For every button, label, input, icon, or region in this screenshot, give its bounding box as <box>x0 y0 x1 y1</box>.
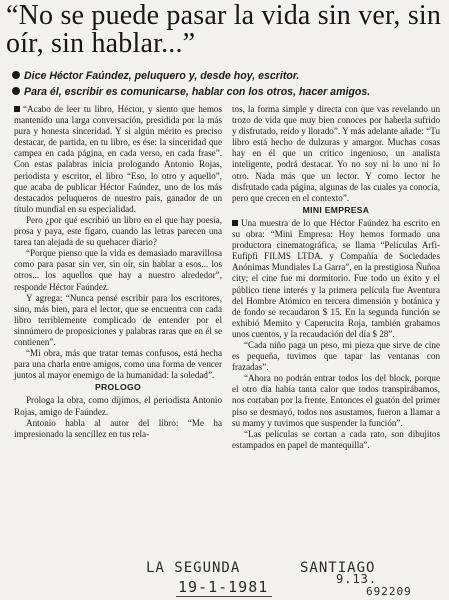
paragraph: “Porque pienso que la vida es demasiado maravillosa como para pasar sin ver, sin oír, sin hablar a esos... los otros... los aquellos que hay a nuestro alrededor”, responde Héctor Faúndez. <box>14 248 222 292</box>
subheadline-bullets <box>12 68 444 100</box>
paragraph-text: Una muestra de lo que Héctor Faúndez ha escrito en su obra: “Mini Empresa: Hoy hemos formado una productora cinematográfica, se llama “Películas Arfi-Eufipfi FILMS LTDA. y Compañía de Sociedades Anónimas Mundiales La Garra”, en la prestigiosa Ñuñoa city; el cine fue mi dormitorio. Fue todo un éxito y el público tiene interés y la primera película fue Aventura del Hombre Atómico en tercera dimensión y botánica y de fondo se recaudaron $ 15. En la segunda función se exhibió Memito y Caperucita Roja, también grabamos unos cuentos, y la recaudación del día $ 28”. <box>232 217 440 339</box>
paragraph <box>14 104 222 215</box>
headline: “No se puede pasar la vida sin ver, sin oír, sin hablar...” <box>6 0 442 59</box>
square-bullet-icon <box>14 106 20 112</box>
handwritten-code: 692209 <box>366 585 412 598</box>
left-column <box>14 104 222 440</box>
paragraph: “Ahora no podrán entrar todos los del block, porque el otro día había tanta calor que todos transpirábamos, nos cortaban por la frente. Entonces el guatón del primer piso se desmayó, todos nos asustamos, fueron a llamar a su mamy y tuvimos que suspender la función”. <box>232 373 440 428</box>
paragraph <box>232 218 440 340</box>
paragraph: Pero ¿por qué escribió un libro en el que hay poesía, prosa y paya, este fígaro, cuando las letras parecen una tarea tan alejada de su quehacer diario? <box>14 214 222 248</box>
bullet-dot-icon <box>12 87 20 95</box>
paragraph: “Cada niño paga un peso, mi pieza que sirve de cine es pequeña, tuvimos que tapar las ventanas con frazadas”. <box>232 339 440 373</box>
square-bullet-icon <box>232 220 238 226</box>
paragraph: tos, la forma simple y directa con que vas revelando un trozo de vida que muy bien conoces por haberla sufrido y disfrutado, reído y llorado”. Y más adelante añade: “Tu libro está hecho de dulzuras y amargor. Muchas cosas hay en él que un crítico ingenioso, un analista inteligente, podrá destacar. Yo no soy ni lo uno ni lo otro. Nada más que un lector. Y como lector he disfrutado cada página, algunas de las cuales ya conocía, pero que crecen en el contexto”. <box>232 104 440 203</box>
bullet-text: Dice Héctor Faúndez, peluquero y, desde hoy, escritor. <box>24 70 300 82</box>
section-heading-mini-empresa: MINI EMPRESA <box>302 204 370 215</box>
bullet-dot-icon <box>12 71 20 79</box>
paragraph: “Las películas se cortan a cada rato, son dibujitos estampados en papel de mantequilla”. <box>232 428 440 450</box>
bullet-item <box>12 68 444 84</box>
section-heading-prologo: PROLOGO <box>94 382 142 393</box>
paragraph: Antonio habla al autor del libro: “Me ha impresionado la sencillez en tus rela- <box>14 417 222 439</box>
date-underline <box>176 596 272 597</box>
bullet-text: Para él, escribir es comunicarse, hablar con los otros, hacer amigos. <box>24 86 371 98</box>
handwritten-page: 9.13. <box>336 572 378 586</box>
paragraph: Y agrega: “Nunca pensé escribir para los escritores, sino, más bien, para el lector, que se encuentra con cada libro terriblemente complicado de entender por el sinnúmero de proposiciones y palabras raras que en él se contienen”. <box>14 292 222 347</box>
paragraph: Prologa la obra, como dijimos, el periodista Antonio Rojas, amigo de Faúndez. <box>14 395 222 417</box>
right-column <box>232 104 440 451</box>
handwritten-city: SANTIAGO <box>300 560 376 576</box>
paragraph: “Mi obra, más que tratar temas confusos, está hecha para una charla entre amigos, como una forma de vencer juntos al mayor enemigo de la humanidad: la soledad”. <box>14 348 222 381</box>
handwritten-date: 19-1-1981 <box>178 578 269 596</box>
paragraph-text: “Acabo de leer tu libro, Héctor, y siento que hemos mantenido una larga conversación, presidida por la más pura y honesta sinceridad. Y si algún mérito es preciso destacar, de partida, en tu libro, es ése: la sinceridad que campea en cada página, en cada verso, en cada frase”. Con estas palabras inicia prologando Antonio Rojas, periodista y escritor, el libro “Eso, lo otro y aquello”, que acaba de publicar Héctor Faúndez, uno de los más destacados peluqueros de nuestro país, ganador de un título mundial en su especialidad. <box>14 104 222 214</box>
bullet-item <box>12 84 444 100</box>
handwritten-source: LA SEGUNDA <box>146 560 241 576</box>
